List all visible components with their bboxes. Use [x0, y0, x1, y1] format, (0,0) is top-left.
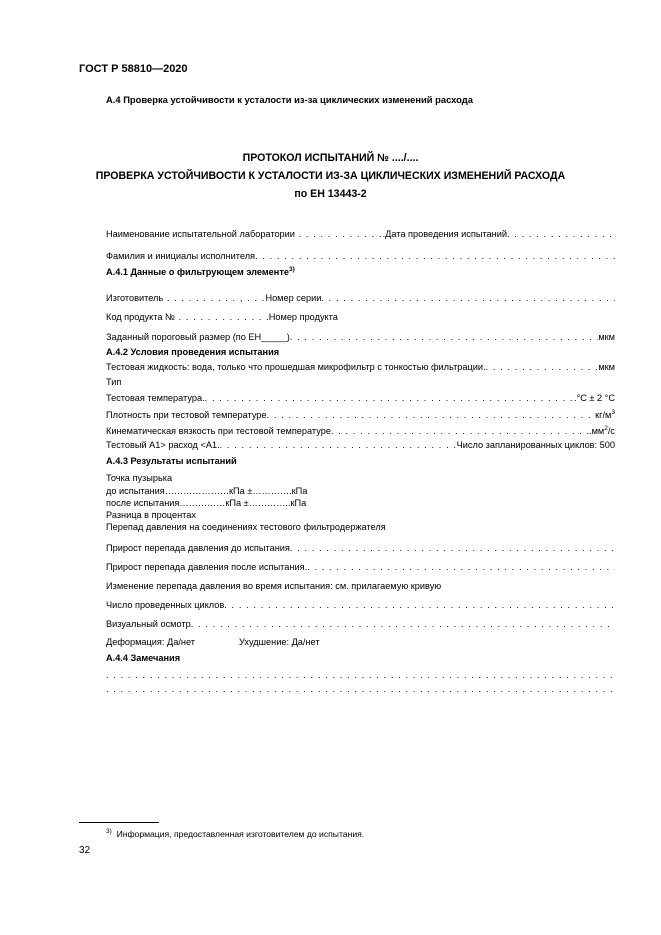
serial-label: Номер серии [265, 293, 322, 303]
remarks-line-2 [106, 684, 615, 694]
temperature-line [106, 393, 615, 403]
test-date-label: .Дата проведения испытаний [382, 229, 507, 239]
manufacturer-line: Изготовитель . . . . . . . . . . , . . . Номер серии . . . [106, 293, 615, 303]
increase-before-line [106, 543, 615, 553]
visual-label: Визуальный осмотр [106, 619, 191, 629]
percent-diff-label: Разница в процентах [106, 510, 196, 520]
protocol-standard-ref: по ЕН 13443-2 [294, 188, 367, 200]
manufacturer-label: Изготовитель [106, 293, 164, 303]
footnote: $^{3)}$ Информация, предоставленная изготовителем до испытания. [106, 828, 365, 839]
density-label: Плотность при тестовой температуре [106, 410, 267, 421]
temperature-label: Тестовая температура. [106, 393, 205, 403]
deterioration-label: Ухудшение: Да/нет [239, 637, 320, 647]
temperature-unit: .°C ± 2 °C [574, 393, 615, 403]
lab-date-line: Наименование испытательной лаборатории . . . . . . . . . . . . .Дата проведения испытаний . . . [106, 229, 615, 239]
protocol-title: ПРОТОКОЛ ИСПЫТАНИЙ № ..../.... [242, 152, 419, 164]
flow-line [106, 440, 615, 450]
cycles-planned: Число запланированных циклов: 500 [456, 440, 615, 450]
page-number: 32 [79, 845, 91, 856]
standard-header: ГОСТ Р 58810—2020 [79, 63, 188, 75]
a42-heading: A.4.2 Условия проведения испытания [106, 347, 280, 357]
remarks-line-1 [106, 670, 615, 680]
flow-label: Тестовый А1> расход <А1. [106, 440, 220, 450]
density-unit: $кг/м^3$ [595, 409, 615, 421]
viscosity-unit: $.мм^2/с$ [589, 425, 615, 437]
increase-after-label: Прирост перепада давления после испытания. [106, 562, 308, 572]
cycles-done-line [106, 600, 615, 610]
pressure-drop-label: Перепад давления на соединениях тестового фильтродержателя [106, 522, 386, 532]
product-code-line: Код продукта № . . . . . . . . . . . . .Номер продукта [106, 312, 338, 322]
operator-label: Фамилия и инициалы исполнителя [106, 251, 256, 261]
fluid-line [106, 362, 615, 372]
type-label: Тип [106, 377, 122, 387]
fluid-label: Тестовая жидкость: вода, только что прошедшая микрофильтр с тонкостью фильтрации. [106, 362, 486, 372]
change-during-label: Изменение перепада давления во время испытания: см. прилагаемую кривую [106, 581, 442, 591]
fluid-unit: мкм [598, 362, 615, 372]
threshold-label: Заданный пороговый размер (по ЕН_____) [106, 332, 290, 342]
viscosity-label: Кинематическая вязкость при тестовой температуре [106, 426, 331, 437]
threshold-line [106, 332, 615, 342]
a43-heading: A.4.3 Результаты испытаний [106, 456, 237, 466]
footnote-divider [79, 822, 159, 823]
a44-heading: A.4.4 Замечания [106, 653, 181, 663]
bubble-before: до испытания…………………кПа ±………….кПа [106, 486, 308, 496]
section-title: A.4 Проверка устойчивости к усталости из-за циклических изменений расхода [106, 94, 473, 105]
lab-name-label: Наименование испытательной лаборатории [106, 229, 295, 239]
deformation-label: Деформация: Да/нет [106, 637, 195, 647]
bubble-after: после испытания……………кПа ±…………..кПа [106, 498, 307, 508]
visual-line [106, 619, 615, 629]
operator-line [106, 251, 615, 261]
viscosity-line [106, 425, 615, 436]
cycles-done-label: Число проведенных циклов [106, 600, 225, 610]
product-number-label: .Номер продукта [266, 312, 338, 322]
increase-before-label: Прирост перепада давления до испытания [106, 543, 290, 553]
increase-after-line [106, 562, 615, 572]
density-line [106, 409, 615, 420]
bubble-point-label: Точка пузырька [106, 473, 173, 483]
threshold-unit: мкм [598, 332, 615, 342]
a41-heading: A.4.1 Данные о фильтрующем элементе$^{3)}$ [106, 266, 295, 278]
footnote-ref: 3) [288, 266, 295, 273]
protocol-subtitle: ПРОВЕРКА УСТОЙЧИВОСТИ К УСТАЛОСТИ ИЗ-ЗА ЦИКЛИЧЕСКИХ ИЗМЕНЕНИЙ РАСХОДА [95, 170, 566, 182]
product-code-label: Код продукта № [106, 312, 175, 322]
